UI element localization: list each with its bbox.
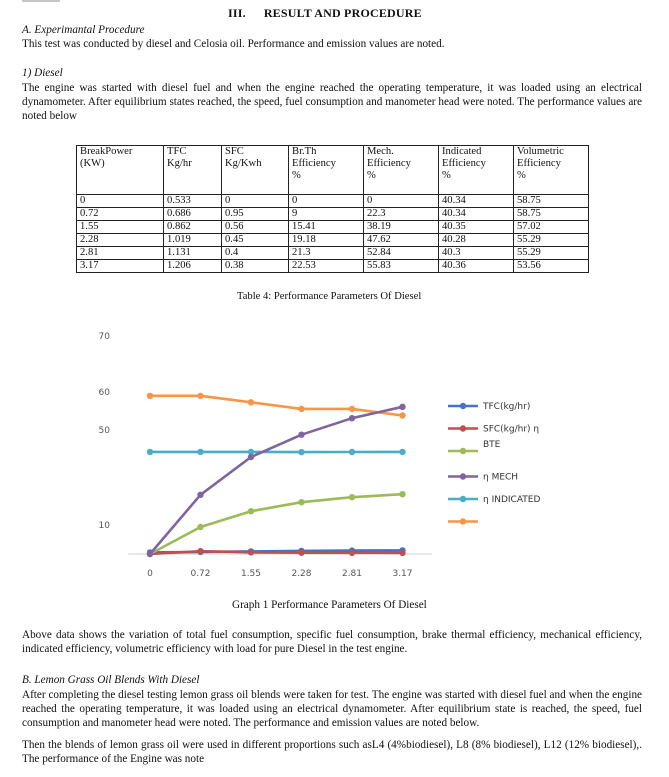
- page-top-fragment: [22, 0, 60, 2]
- data-point: [399, 412, 405, 418]
- data-point: [147, 449, 153, 455]
- table-row: [77, 195, 589, 208]
- data-point: [248, 399, 254, 405]
- data-point: [399, 491, 405, 497]
- legend-marker: [460, 518, 466, 524]
- data-point: [248, 508, 254, 514]
- data-point: [197, 524, 203, 530]
- data-point: [349, 449, 355, 455]
- series-line: [150, 494, 403, 554]
- legend-label: SFC(kg/hr) η: [483, 424, 540, 435]
- diesel-heading: 1) Diesel: [22, 67, 63, 79]
- table-cell: 19.18: [289, 234, 364, 247]
- data-point: [298, 432, 304, 438]
- data-point: [197, 393, 203, 399]
- table-cell: 1.206: [164, 260, 222, 273]
- data-point: [298, 550, 304, 556]
- data-point: [197, 548, 203, 554]
- data-point: [399, 550, 405, 556]
- x-tick-label: 0.72: [190, 569, 211, 579]
- lemon-heading: B. Lemon Grass Oil Blends With Diesel: [22, 674, 200, 686]
- performance-chart: [72, 318, 580, 590]
- table-cell: 0.862: [164, 221, 222, 234]
- data-point: [399, 449, 405, 455]
- table-cell: 57.02: [514, 221, 589, 234]
- data-point: [147, 551, 153, 557]
- table-cell: 58.75: [514, 195, 589, 208]
- data-point: [349, 550, 355, 556]
- legend-marker: [460, 473, 466, 479]
- table-header-cell: TFC Kg/hr: [164, 146, 222, 195]
- legend-marker: [460, 403, 466, 409]
- table-row: [77, 247, 589, 260]
- table-cell: 40.3: [439, 247, 514, 260]
- data-point: [147, 393, 153, 399]
- table-cell: 40.28: [439, 234, 514, 247]
- subsection-heading-a: A. Experimantal Procedure: [22, 24, 145, 36]
- data-point: [298, 499, 304, 505]
- data-point: [298, 406, 304, 412]
- table-cell: 1.55: [77, 221, 164, 234]
- graph-caption: Graph 1 Performance Parameters Of Diesel: [232, 599, 427, 611]
- table-cell: 22.3: [364, 208, 439, 221]
- table-cell: 55.29: [514, 234, 589, 247]
- table-row: [77, 208, 589, 221]
- table-cell: 0: [289, 195, 364, 208]
- table-header-cell: Indicated Efficiency %: [439, 146, 514, 195]
- table-cell: 15.41: [289, 221, 364, 234]
- y-tick-label: 10: [98, 521, 110, 531]
- legend-label: η INDICATED: [483, 495, 541, 505]
- x-tick-label: 2.81: [341, 569, 363, 579]
- table-cell: 40.36: [439, 260, 514, 273]
- table-row: [77, 234, 589, 247]
- x-tick-label: 3.17: [392, 569, 413, 579]
- series-line: [150, 396, 403, 416]
- summary-paragraph: Above data shows the variation of total fuel consumption, specific fuel consumption, brake thermal efficiency, mechanical efficiency, indicated efficiency, volumetric efficiency with load for pure Diesel in the test engine.: [22, 629, 642, 655]
- diesel-paragraph: The engine was started with diesel fuel and when the engine reached the operating temperature, it was loaded using an electrical dynamometer. After equilibrium states reached, the speed, fuel consumption and manometer head were noted. The performance values are noted below: [22, 82, 642, 122]
- data-point: [349, 406, 355, 412]
- section-heading: [228, 6, 422, 20]
- chart-svg: [72, 318, 580, 590]
- table-cell: 21.3: [289, 247, 364, 260]
- table-cell: 55.29: [514, 247, 589, 260]
- table-cell: 0.38: [222, 260, 289, 273]
- lemon-paragraph-1: After completing the diesel testing lemon grass oil blends were taken for test. The engine was started with diesel fuel and when the engine reached the operating temperature, it was loaded using an electrical dynamometer. After equilibrium state is reached, the speed, fuel consumption and manometer head were noted. The performance and emission values are noted below.: [22, 689, 642, 729]
- intro-text: This test was conducted by diesel and Celosia oil. Performance and emission values are noted.: [22, 38, 445, 50]
- table-cell: 0.686: [164, 208, 222, 221]
- data-point: [248, 454, 254, 460]
- y-tick-label: 60: [98, 388, 110, 398]
- legend-marker: [460, 448, 466, 454]
- data-point: [197, 449, 203, 455]
- table-header-cell: BreakPower (KW): [77, 146, 164, 195]
- table-cell: 40.34: [439, 208, 514, 221]
- section-number: III.: [228, 6, 246, 20]
- table-cell: 55.83: [364, 260, 439, 273]
- section-title: RESULT AND PROCEDURE: [263, 6, 422, 20]
- data-point: [349, 415, 355, 421]
- table-header-cell: Volumetric Efficiency %: [514, 146, 589, 195]
- table-cell: 0: [222, 195, 289, 208]
- legend-marker: [460, 496, 466, 502]
- table-cell: 53.56: [514, 260, 589, 273]
- table-cell: 0.95: [222, 208, 289, 221]
- performance-table: [76, 145, 589, 273]
- table-cell: 9: [289, 208, 364, 221]
- table-cell: 0: [77, 195, 164, 208]
- table-cell: 40.34: [439, 195, 514, 208]
- table-cell: 1.019: [164, 234, 222, 247]
- legend-marker: [460, 425, 466, 431]
- table-cell: 0: [364, 195, 439, 208]
- table-header-cell: Mech. Efficiency %: [364, 146, 439, 195]
- series-line: [150, 407, 403, 554]
- table-cell: 58.75: [514, 208, 589, 221]
- data-point: [399, 404, 405, 410]
- table-row: [77, 221, 589, 234]
- table-cell: 0.45: [222, 234, 289, 247]
- table-cell: 2.28: [77, 234, 164, 247]
- table-cell: 40.35: [439, 221, 514, 234]
- table-caption: Table 4: Performance Parameters Of Diesel: [237, 291, 422, 302]
- table-cell: 0.533: [164, 195, 222, 208]
- data-point: [298, 449, 304, 455]
- table-header-row: [77, 146, 589, 195]
- data-point: [197, 492, 203, 498]
- table-cell: 0.4: [222, 247, 289, 260]
- table-cell: 2.81: [77, 247, 164, 260]
- table-cell: 52.84: [364, 247, 439, 260]
- table-cell: 0.72: [77, 208, 164, 221]
- table-cell: 22.53: [289, 260, 364, 273]
- x-tick-label: 0: [147, 569, 153, 579]
- x-tick-label: 2.28: [291, 569, 312, 579]
- data-point: [349, 494, 355, 500]
- y-tick-label: 50: [98, 426, 110, 436]
- legend-label: BTE: [483, 440, 501, 450]
- table-cell: 38.19: [364, 221, 439, 234]
- legend-label: TFC(kg/hr): [483, 402, 531, 412]
- table-cell: 3.17: [77, 260, 164, 273]
- lemon-paragraph-2: Then the blends of lemon grass oil were used in different proportions such asL4 (4%biodiesel), L8 (8% biodiesel), L12 (12% biodiesel),. The performance of the Engine was note: [22, 739, 642, 765]
- table-header-cell: SFC Kg/Kwh: [222, 146, 289, 195]
- data-point: [248, 549, 254, 555]
- table-cell: 47.62: [364, 234, 439, 247]
- table-row: [77, 260, 589, 273]
- table-cell: 1.131: [164, 247, 222, 260]
- x-tick-label: 1.55: [240, 569, 262, 579]
- y-tick-label: 70: [98, 332, 110, 342]
- table-cell: 0.56: [222, 221, 289, 234]
- legend-label: η MECH: [483, 472, 519, 483]
- table-header-cell: Br.Th Efficiency %: [289, 146, 364, 195]
